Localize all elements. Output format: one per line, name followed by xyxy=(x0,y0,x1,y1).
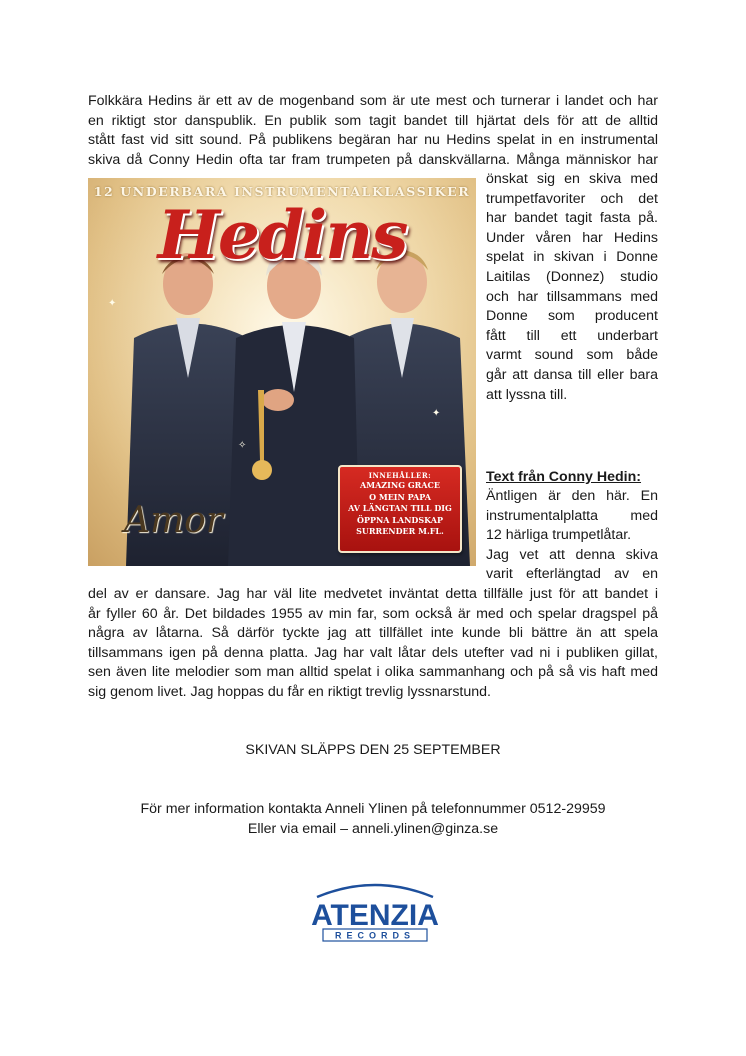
sparkle-icon: ✦ xyxy=(432,408,441,419)
cover-album-title: Amor xyxy=(124,500,224,541)
album-cover-image xyxy=(88,178,476,566)
text-line: varit efterlängtad av en xyxy=(486,566,658,583)
cover-track: O MEIN PAPA xyxy=(369,491,431,502)
text-line: instrumentalplatta med xyxy=(486,507,658,524)
text-line: önskat sig en skiva med xyxy=(486,171,658,187)
text-line: har bandet tagit fasta på. xyxy=(486,210,658,227)
cover-subtitle: 12 UNDERBARA INSTRUMENTALKLASSIKER xyxy=(93,184,471,199)
cover-track: ÖPPNA LANDSKAP xyxy=(356,514,443,525)
quote-right-column xyxy=(486,487,658,585)
cover-contents-box xyxy=(338,465,462,553)
logo-sub: RECORDS xyxy=(334,930,416,941)
text-line: sen även lite melodier som man alltid spelat i olika sammanhang och på så vis haft med xyxy=(88,664,658,681)
text-line: Laitilas (Donnez) studio xyxy=(486,268,658,285)
intro-paragraph xyxy=(88,92,658,170)
intro-line: Folkkära Hedins är ett av de mogenband som är ute mest och turnerar i landet och har xyxy=(88,93,658,109)
intro-line: skiva då Conny Hedin ofta tar fram trumpeten på danskvällarna. Många människor har xyxy=(88,151,658,168)
atenzia-records-logo xyxy=(295,875,455,945)
text-line: trumpetfavoriter och det xyxy=(486,190,658,207)
cover-band-logo: Hedins xyxy=(157,196,407,274)
text-line: fått till ett underbart xyxy=(486,327,658,344)
text-line: sig genom livet. Jag hoppas du får en riktigt trevlig lyssnarstund. xyxy=(88,683,491,700)
logo-name: ATENZIA xyxy=(311,899,439,932)
text-line: 12 härliga trumpetlåtar. xyxy=(486,527,632,544)
text-line: att lyssna till. xyxy=(486,386,568,403)
text-line: Donne som producent xyxy=(486,308,658,325)
text-line: år fyller 60 år. Det bildades 1955 av min far, som också är med och spelar dragspel på xyxy=(88,605,658,622)
contact-email-line: Eller via email – anneli.ylinen@ginza.se xyxy=(247,821,499,837)
intro-line: stått fast vid sitt sound. På publikens begäran har nu Hedins spelat in en instrumental xyxy=(88,132,658,149)
text-line: några av låtarna. Så därför tyckte jag att tillfället inte kunde bli bättre än att spela xyxy=(88,625,658,642)
text-line: spelat in skivan i Donne xyxy=(486,249,658,266)
cover-contents-heading: INNEHÅLLER: xyxy=(368,471,432,480)
cover-track: SURRENDER M.FL. xyxy=(356,526,444,536)
quote-paragraph xyxy=(88,585,658,703)
sparkle-icon: ✧ xyxy=(238,440,247,451)
text-line: går att dansa till eller bara xyxy=(486,366,658,383)
sparkle-icon: ✦ xyxy=(108,298,117,309)
text-line: och har tillsammans med xyxy=(486,288,658,305)
text-line: tillsammans igen på denna platta. Jag har valt låtar dels utefter vad ni i publiken gillat, xyxy=(88,644,658,661)
text-line: Äntligen är den här. En xyxy=(486,488,658,504)
text-line: del av er dansare. Jag har väl lite medvetet inväntat detta tillfälle just för att bandet i xyxy=(88,586,658,602)
cover-track: AV LÄNGTAN TILL DIG xyxy=(348,503,452,513)
contact-phone-line: För mer information kontakta Anneli Ylinen på telefonnummer 0512-29959 xyxy=(140,801,606,817)
right-column-text xyxy=(486,170,658,405)
release-date: SKIVAN SLÄPPS DEN 25 SEPTEMBER xyxy=(245,742,501,758)
quote-heading: Text från Conny Hedin: xyxy=(486,469,642,485)
text-line: Under våren har Hedins xyxy=(486,229,658,246)
cover-track: AMAZING GRACE xyxy=(360,480,440,490)
text-line: Jag vet att denna skiva xyxy=(486,546,658,563)
intro-line: en riktigt stor danspublik. En publik som tagit bandet till hjärtat dels för att de alltid xyxy=(88,112,658,129)
text-line: varmt sound som både xyxy=(486,347,658,364)
